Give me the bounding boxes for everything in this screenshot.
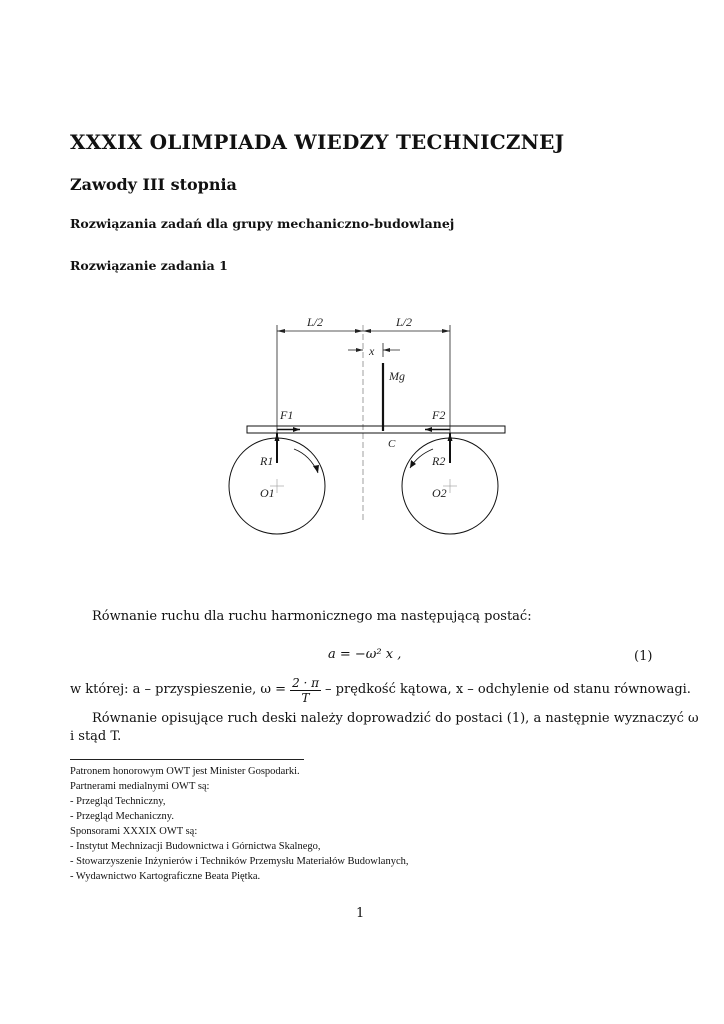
footnote-line: - Instytut Mechnizacji Budownictwa i Górnictwa Skalnego,	[70, 841, 321, 852]
dim-arrow-right	[442, 329, 450, 333]
stage-heading: Zawody III stopnia	[70, 175, 237, 194]
label-r2: R2	[432, 454, 446, 468]
friction-arrow-left	[293, 427, 300, 432]
label-o1: O1	[260, 486, 275, 500]
friction-arrow-right	[425, 427, 432, 432]
footnote-line: Sponsorami XXXIX OWT są:	[70, 826, 198, 837]
footnote-line: Partnerami medialnymi OWT są:	[70, 781, 210, 792]
label-mg: Mg	[389, 369, 405, 383]
page-title: XXXIX OLIMPIADA WIEDZY TECHNICZNEJ	[70, 130, 565, 154]
equation-1: a = −ω² x ,	[328, 647, 402, 662]
fraction-denominator: T	[301, 690, 310, 705]
label-o2: O2	[432, 486, 447, 500]
x-arrow-left	[356, 348, 363, 352]
footnote-line: - Przegląd Techniczny,	[70, 796, 166, 807]
paragraph-1: Równanie ruchu dla ruchu harmonicznego ma następującą postać:	[92, 609, 532, 624]
label-half-right: L/2	[396, 315, 413, 329]
footnote-line: - Stowarzyszenie Inżynierów i Techników Przemysłu Materiałów Budowlanych,	[70, 856, 409, 867]
where-prefix: w której: a – przyspieszenie, ω =	[70, 682, 287, 697]
reaction-arrow-left	[275, 433, 280, 441]
footnote-line: - Wydawnictwo Kartograficzne Beata Piętka.	[70, 871, 261, 882]
label-c: C	[388, 438, 396, 450]
equation-number: (1)	[634, 649, 653, 664]
label-half-left: L/2	[307, 315, 324, 329]
reaction-arrow-right	[448, 433, 453, 441]
paragraph-2-line-2: i stąd T.	[70, 729, 122, 744]
rotation-arrow-left	[313, 465, 319, 473]
group-heading: Rozwiązania zadań dla grupy mechaniczno-budowlanej	[70, 216, 455, 231]
label-f1: F1	[280, 408, 294, 422]
footnote-rule	[70, 759, 304, 760]
fraction-numerator: 2 · π	[292, 675, 320, 690]
paragraph-2-line-1: Równanie opisujące ruch deski należy doprowadzić do postaci (1), a następnie wyznaczyć ω	[92, 711, 699, 726]
dim-arrow-mid-left	[355, 329, 363, 333]
figure-diagram	[220, 305, 520, 580]
where-line	[70, 672, 691, 708]
where-suffix: – prędkość kątowa, x – odchylenie od stanu równowagi.	[325, 682, 691, 697]
footnote-line: - Przegląd Mechaniczny.	[70, 811, 174, 822]
omega-fraction	[290, 676, 321, 705]
x-arrow-right	[383, 348, 390, 352]
task-heading: Rozwiązanie zadania 1	[70, 258, 228, 273]
label-r1: R1	[260, 454, 274, 468]
dim-arrow-left	[277, 329, 285, 333]
page-number: 1	[356, 906, 365, 921]
dim-arrow-mid-right	[363, 329, 371, 333]
label-f2: F2	[432, 408, 446, 422]
label-x: x	[369, 344, 375, 358]
rotation-arc-left	[294, 449, 318, 473]
footnote-line: Patronem honorowym OWT jest Minister Gospodarki.	[70, 766, 300, 777]
footnote	[70, 764, 408, 884]
